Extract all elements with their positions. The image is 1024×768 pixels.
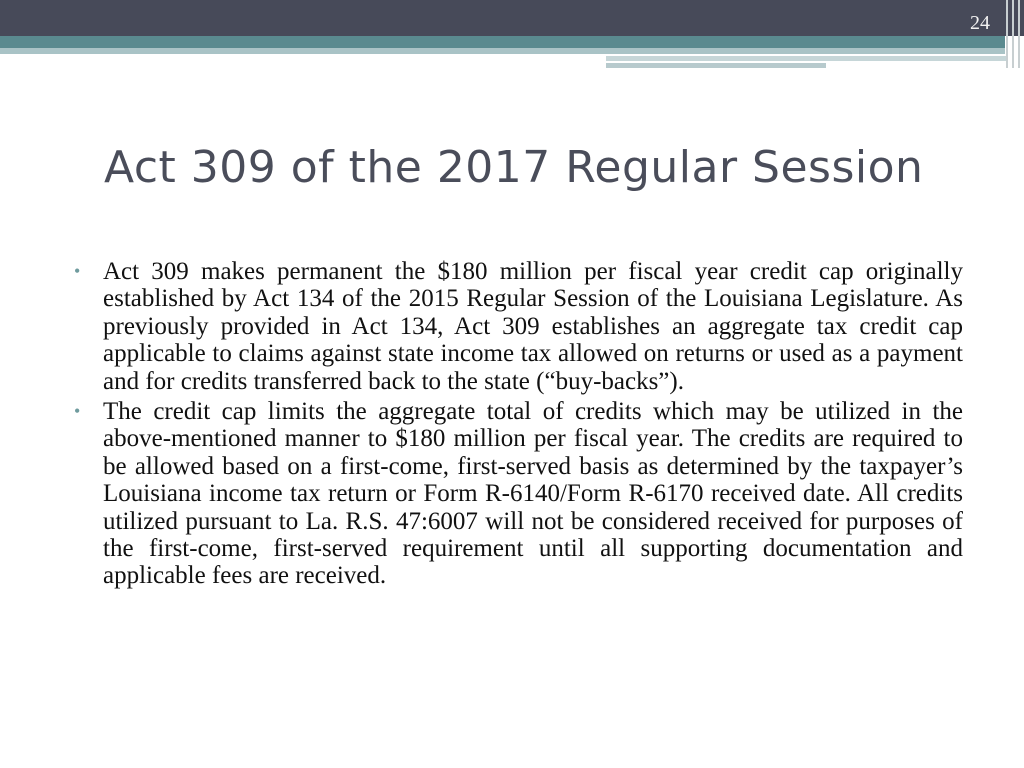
bullet-item: [74, 398, 963, 590]
header-bar: [0, 0, 1024, 36]
bullet-icon: •: [74, 401, 81, 422]
header-accent-band: [0, 36, 1005, 48]
header-accent-stripe: [606, 63, 826, 68]
header-divider-line: [1018, 0, 1020, 68]
header-accent-stripe: [606, 56, 1006, 61]
slide-title: Act 309 of the 2017 Regular Session: [104, 142, 924, 193]
header-divider-line: [1012, 0, 1014, 68]
bullet-text: Act 309 makes permanent the $180 million per fiscal year credit cap originally established by Act 134 of the 2015 Regular Session of the Louisiana Legislature. As previously provided in Act 134, Act 309 establishes an aggregate tax credit cap applicable to claims against state income tax allowed on returns or used as a payment and for credits transferred back to the state (“buy-backs”).: [103, 258, 963, 395]
bullet-list: [74, 258, 963, 593]
header-accent-stripe: [0, 48, 1005, 54]
bullet-item: [74, 258, 963, 395]
bullet-icon: •: [74, 261, 81, 281]
header-divider-line: [1006, 0, 1008, 68]
bullet-text: The credit cap limits the aggregate total of credits which may be utilized in the above-mentioned manner to $180 million per fiscal year. The credits are required to be allowed based on a first-come, first-served basis as determined by the taxpayer’s Louisiana income tax return or Form R-6140/Form R-6170 received date. All credits utilized pursuant to La. R.S. 47:6007 will not be considered received for purposes of the first-come, first-served requirement until all supporting documentation and applicable fees are received.: [103, 398, 963, 590]
page-number: 24: [970, 12, 990, 34]
